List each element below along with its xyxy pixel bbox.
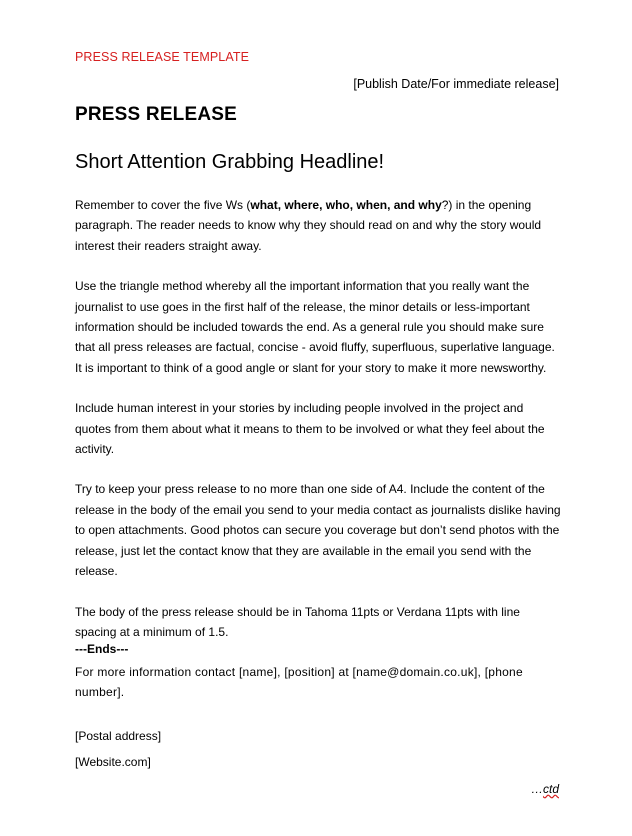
template-label: PRESS RELEASE TEMPLATE <box>75 50 250 64</box>
publish-date: [Publish Date/For immediate release] <box>353 77 559 91</box>
continued-marker <box>531 782 559 796</box>
ctd-word: ctd <box>542 782 559 796</box>
p1-text-end: ?) in the opening paragraph. The reader needs to know why they should read on and why the story would interest their readers straight away. <box>75 198 542 253</box>
paragraph-font: The body of the press release should be in Tahoma 11pts or Verdana 11pts with line spacing at a minimum of 1.5. <box>75 604 520 639</box>
ctd-ellipsis: … <box>530 782 543 796</box>
postal-address: [Postal address] <box>75 729 162 743</box>
paragraph-triangle: Use the triangle method whereby all the important information that you really want the journalist to use goes in the first half of the release, the minor details or less-important information should be included towards the end. As a general rule you should make sure that all press releases are factual, concise - avoid fluffy, superfluous, superlative language. It is important to think of a good angle or slant for your story to make it more newsworthy. <box>75 279 555 375</box>
paragraph-five-ws <box>75 195 561 256</box>
p1-bold-ws: what, where, who, when, and why <box>250 198 442 212</box>
paragraph-human-interest: Include human interest in your stories by including people involved in the project and quotes from them about what it means to them to be involved or what they feel about the activity. <box>75 401 545 457</box>
ends-marker: ---Ends--- <box>75 642 129 656</box>
contact-info: For more information contact [name], [position] at [name@domain.co.uk], [phone number]. <box>75 665 523 700</box>
paragraph-length: Try to keep your press release to no more than one side of A4. Include the content of the release in the body of the email you send to your media contact as journalists dislike having to open attachments. Good photos can secure you coverage but don’t send photos with the release, just let the contact know that they are available in the email you send with the release. <box>75 482 561 579</box>
p1-text-start: Remember to cover the five Ws ( <box>75 198 251 212</box>
press-release-title: PRESS RELEASE <box>75 104 238 125</box>
body-text <box>75 195 561 662</box>
website: [Website.com] <box>75 755 151 769</box>
headline: Short Attention Grabbing Headline! <box>75 151 385 173</box>
